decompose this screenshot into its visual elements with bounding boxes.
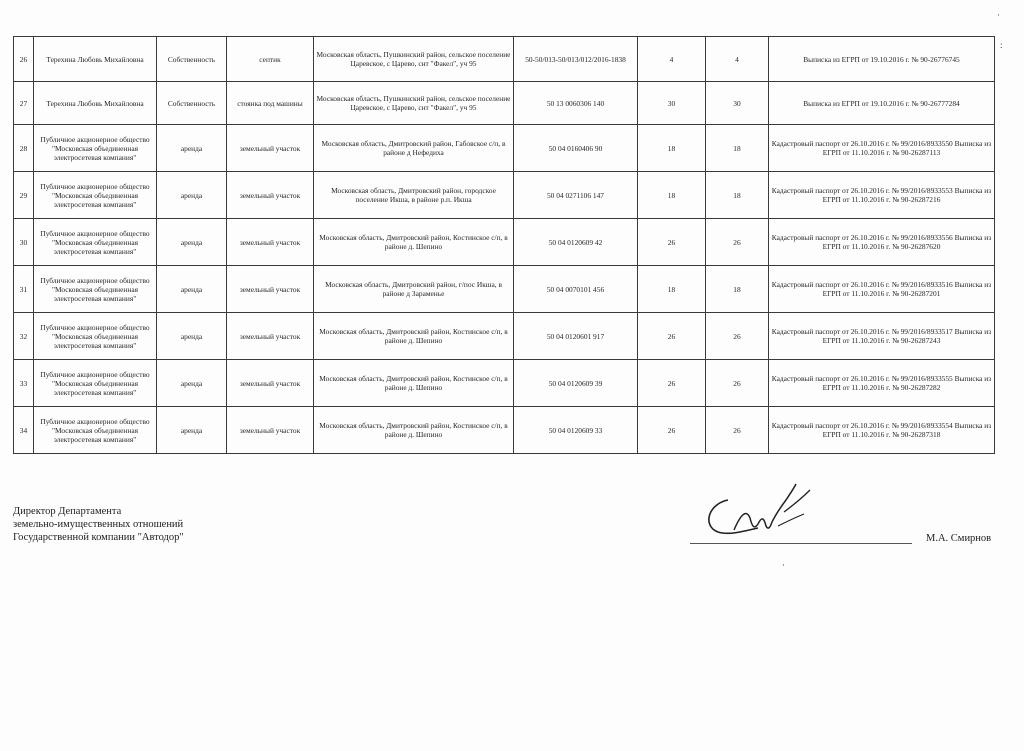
row-number-cell: 32 bbox=[14, 313, 34, 360]
area-cell: 30 bbox=[638, 82, 706, 125]
document-cell: Кадастровый паспорт от 26.10.2016 г. № 99/2016/8933553 Выписка из ЕГРП от 11.10.2016 г. № 90-26287216 bbox=[769, 172, 995, 219]
document-cell: Кадастровый паспорт от 26.10.2016 г. № 99/2016/8933516 Выписка из ЕГРП от 11.10.2016 г. № 90-26287201 bbox=[769, 266, 995, 313]
object-type-cell: земельный участок bbox=[227, 125, 314, 172]
object-type-cell: земельный участок bbox=[227, 407, 314, 454]
right-type-cell: аренда bbox=[157, 360, 227, 407]
right-type-cell: аренда bbox=[157, 219, 227, 266]
area-encumbered-cell: 4 bbox=[706, 37, 769, 82]
signatory-name: М.А. Смирнов bbox=[926, 533, 992, 544]
row-number-cell: 28 bbox=[14, 125, 34, 172]
table-row bbox=[14, 172, 995, 219]
signature-line bbox=[690, 543, 912, 544]
row-number-cell: 34 bbox=[14, 407, 34, 454]
owner-name-cell: Публичное акционерное общество "Московская объединенная электросетевая компания" bbox=[34, 266, 157, 313]
area-encumbered-cell: 26 bbox=[706, 313, 769, 360]
right-type-cell: Собственность bbox=[157, 37, 227, 82]
area-cell: 26 bbox=[638, 219, 706, 266]
owner-name-cell: Публичное акционерное общество "Московская объединенная электросетевая компания" bbox=[34, 219, 157, 266]
address-cell: Московская область, Дмитровский район, Костинское с/п, в районе д. Шепино bbox=[314, 407, 514, 454]
document-cell: Выписка из ЕГРП от 19.10.2016 г. № 90-26776745 bbox=[769, 37, 995, 82]
scan-dot: · bbox=[782, 560, 785, 570]
position-line-1: Директор Департамента bbox=[13, 506, 122, 517]
document-cell: Кадастровый паспорт от 26.10.2016 г. № 99/2016/8933550 Выписка из ЕГРП от 11.10.2016 г. № 90-26287113 bbox=[769, 125, 995, 172]
address-cell: Московская область, Дмитровский район, Костинское с/п, в районе д. Шепино bbox=[314, 313, 514, 360]
owner-name-cell: Публичное акционерное общество "Московская объединенная электросетевая компания" bbox=[34, 360, 157, 407]
cadastral-number-cell: 50 04 0271106 147 bbox=[514, 172, 638, 219]
area-cell: 26 bbox=[638, 407, 706, 454]
area-cell: 18 bbox=[638, 266, 706, 313]
row-number-cell: 33 bbox=[14, 360, 34, 407]
address-cell: Московская область, Дмитровский район, Габовское с/п, в районе д Нефедиха bbox=[314, 125, 514, 172]
object-type-cell: земельный участок bbox=[227, 313, 314, 360]
cadastral-number-cell: 50 04 0120601 917 bbox=[514, 313, 638, 360]
object-type-cell: земельный участок bbox=[227, 172, 314, 219]
object-type-cell: земельный участок bbox=[227, 266, 314, 313]
row-number-cell: 29 bbox=[14, 172, 34, 219]
position-line-2: земельно-имущественных отношений bbox=[13, 519, 184, 530]
area-encumbered-cell: 18 bbox=[706, 266, 769, 313]
registry-table-body bbox=[14, 37, 995, 454]
cadastral-number-cell: 50 04 0120609 42 bbox=[514, 219, 638, 266]
area-cell: 26 bbox=[638, 313, 706, 360]
area-cell: 4 bbox=[638, 37, 706, 82]
right-type-cell: аренда bbox=[157, 313, 227, 360]
cadastral-number-cell: 50 04 0120609 33 bbox=[514, 407, 638, 454]
address-cell: Московская область, Дмитровский район, Костинское с/п, в районе д. Шепино bbox=[314, 360, 514, 407]
object-type-cell: септик bbox=[227, 37, 314, 82]
right-type-cell: аренда bbox=[157, 407, 227, 454]
row-number-cell: 30 bbox=[14, 219, 34, 266]
right-type-cell: аренда bbox=[157, 266, 227, 313]
document-cell: Кадастровый паспорт от 26.10.2016 г. № 99/2016/8933554 Выписка из ЕГРП от 11.10.2016 г. № 90-26287318 bbox=[769, 407, 995, 454]
row-number-cell: 27 bbox=[14, 82, 34, 125]
owner-name-cell: Терехина Любовь Михайловна bbox=[34, 82, 157, 125]
table-row bbox=[14, 266, 995, 313]
handwritten-signature bbox=[700, 478, 830, 548]
scan-dot: · bbox=[997, 10, 1000, 20]
right-type-cell: аренда bbox=[157, 172, 227, 219]
table-row bbox=[14, 407, 995, 454]
scan-mark: : bbox=[1000, 40, 1003, 50]
owner-name-cell: Публичное акционерное общество "Московская объединенная электросетевая компания" bbox=[34, 125, 157, 172]
object-type-cell: земельный участок bbox=[227, 219, 314, 266]
row-number-cell: 31 bbox=[14, 266, 34, 313]
cadastral-number-cell: 50 04 0120609 39 bbox=[514, 360, 638, 407]
area-encumbered-cell: 18 bbox=[706, 125, 769, 172]
owner-name-cell: Терехина Любовь Михайловна bbox=[34, 37, 157, 82]
cadastral-number-cell: 50 13 0060306 140 bbox=[514, 82, 638, 125]
cadastral-number-cell: 50 04 0070101 456 bbox=[514, 266, 638, 313]
document-cell: Кадастровый паспорт от 26.10.2016 г. № 99/2016/8933517 Выписка из ЕГРП от 11.10.2016 г. № 90-26287243 bbox=[769, 313, 995, 360]
area-encumbered-cell: 18 bbox=[706, 172, 769, 219]
property-registry-table bbox=[13, 36, 995, 454]
area-encumbered-cell: 26 bbox=[706, 219, 769, 266]
table-row bbox=[14, 82, 995, 125]
area-encumbered-cell: 26 bbox=[706, 360, 769, 407]
owner-name-cell: Публичное акционерное общество "Московская объединенная электросетевая компания" bbox=[34, 407, 157, 454]
address-cell: Московская область, Пушкинский район, сельское поселение Царевское, с Царево, снт "Факел", уч 95 bbox=[314, 82, 514, 125]
document-cell: Выписка из ЕГРП от 19.10.2016 г. № 90-26777284 bbox=[769, 82, 995, 125]
address-cell: Московская область, Дмитровский район, городское поселение Икша, в районе р.п. Икша bbox=[314, 172, 514, 219]
area-encumbered-cell: 26 bbox=[706, 407, 769, 454]
table-row bbox=[14, 219, 995, 266]
right-type-cell: Собственность bbox=[157, 82, 227, 125]
area-cell: 26 bbox=[638, 360, 706, 407]
right-type-cell: аренда bbox=[157, 125, 227, 172]
table-row bbox=[14, 37, 995, 82]
address-cell: Московская область, Дмитровский район, Костинское с/п, в районе д. Шепино bbox=[314, 219, 514, 266]
owner-name-cell: Публичное акционерное общество "Московская объединенная электросетевая компания" bbox=[34, 172, 157, 219]
table-row bbox=[14, 125, 995, 172]
area-encumbered-cell: 30 bbox=[706, 82, 769, 125]
cadastral-number-cell: 50 04 0160406 90 bbox=[514, 125, 638, 172]
address-cell: Московская область, Дмитровский район, г/пос Икша, в районе д Зараменье bbox=[314, 266, 514, 313]
object-type-cell: земельный участок bbox=[227, 360, 314, 407]
document-cell: Кадастровый паспорт от 26.10.2016 г. № 99/2016/8933555 Выписка из ЕГРП от 11.10.2016 г. № 90-26287282 bbox=[769, 360, 995, 407]
row-number-cell: 26 bbox=[14, 37, 34, 82]
owner-name-cell: Публичное акционерное общество "Московская объединенная электросетевая компания" bbox=[34, 313, 157, 360]
area-cell: 18 bbox=[638, 172, 706, 219]
address-cell: Московская область, Пушкинский район, сельское поселение Царевское, с Царево, снт "Факел", уч 95 bbox=[314, 37, 514, 82]
object-type-cell: стоянка под машины bbox=[227, 82, 314, 125]
cadastral-number-cell: 50-50/013-50/013/012/2016-1838 bbox=[514, 37, 638, 82]
area-cell: 18 bbox=[638, 125, 706, 172]
table-row bbox=[14, 360, 995, 407]
document-cell: Кадастровый паспорт от 26.10.2016 г. № 99/2016/8933556 Выписка из ЕГРП от 11.10.2016 г. № 90-26287620 bbox=[769, 219, 995, 266]
signatory-position bbox=[13, 505, 184, 544]
position-line-3: Государственной компании "Автодор" bbox=[13, 532, 184, 543]
table-row bbox=[14, 313, 995, 360]
